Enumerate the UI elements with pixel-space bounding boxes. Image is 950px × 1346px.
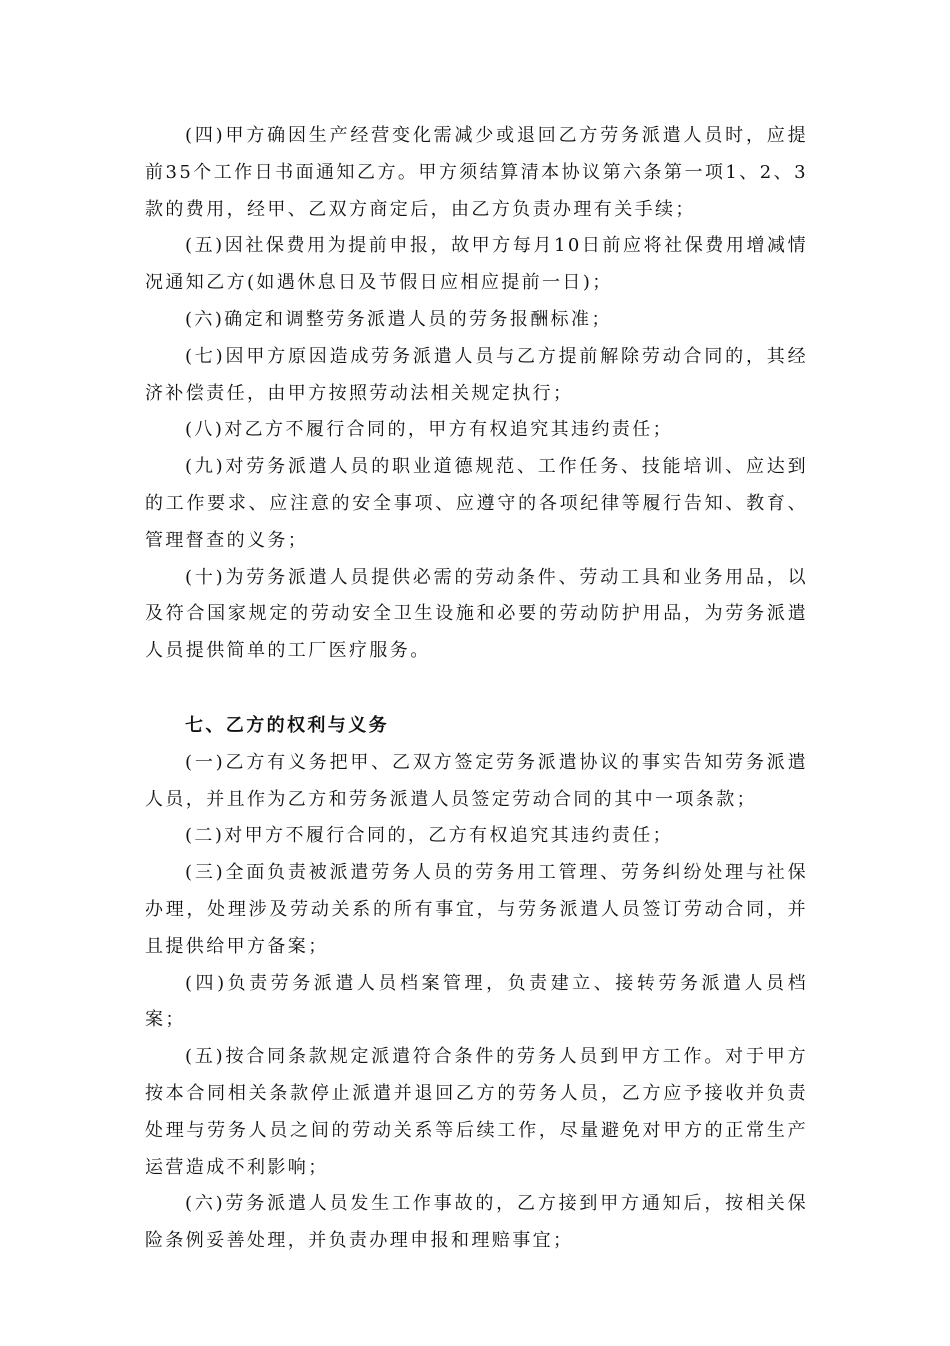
section6-item-9: (九)对劳务派遣人员的职业道德规范、工作任务、技能培训、应达到的工作要求、应注意的安全事项、应遵守的各项纪律等履行告知、教育、管理督查的义务； bbox=[145, 456, 808, 551]
section6-item-4: (四)甲方确因生产经营变化需减少或退回乙方劳务派遣人员时，应提前35个工作日书面通知乙方。甲方须结算清本协议第六条第一项1、2、3款的费用，经甲、乙双方商定后，由乙方负责办理有关手续； bbox=[145, 125, 808, 220]
section7-item-6: (六)劳务派遣人员发生工作事故的，乙方接到甲方通知后，按相关保险条例妥善处理，并负责办理申报和理赔事宜； bbox=[145, 1193, 808, 1252]
section7-item-5: (五)按合同条款规定派遣符合条件的劳务人员到甲方工作。对于甲方按本合同相关条款停止派遣并退回乙方的劳务人员，乙方应予接收并负责处理与劳务人员之间的劳动关系等后续工作，尽量避免对甲方的正常生产运营造成不利影响； bbox=[145, 1046, 808, 1178]
section6-item-8: (八)对乙方不履行合同的，甲方有权追究其违约责任； bbox=[185, 419, 674, 441]
section7-heading: 七、乙方的权利与义务 bbox=[185, 714, 389, 736]
section7-item-4: (四)负责劳务派遣人员档案管理，负责建立、接转劳务派遣人员档案； bbox=[145, 972, 808, 1031]
section6-item-6: (六)确定和调整劳务派遣人员的劳务报酬标准； bbox=[185, 308, 612, 330]
document-body bbox=[145, 118, 808, 1260]
section7-item-3: (三)全面负责被派遣劳务人员的劳务用工管理、劳务纠纷处理与社保办理，处理涉及劳动关系的所有事宜，与劳务派遣人员签订劳动合同，并且提供给甲方备案； bbox=[145, 862, 808, 957]
section6-item-7: (七)因甲方原因造成劳务派遣人员与乙方提前解除劳动合同的，其经济补偿责任，由甲方按照劳动法相关规定执行； bbox=[145, 345, 808, 404]
section7-item-2: (二)对甲方不履行合同的，乙方有权追究其违约责任； bbox=[185, 825, 674, 847]
section-spacer bbox=[145, 670, 808, 708]
section6-item-5: (五)因社保费用为提前申报，故甲方每月10日前应将社保费用增减情况通知乙方(如遇休息日及节假日应相应提前一日)； bbox=[145, 235, 808, 294]
section7-item-1: (一)乙方有义务把甲、乙双方签定劳务派遣协议的事实告知劳务派遣人员，并且作为乙方和劳务派遣人员签定劳动合同的其中一项条款； bbox=[145, 751, 808, 810]
section6-item-10: (十)为劳务派遣人员提供必需的劳动条件、劳动工具和业务用品，以及符合国家规定的劳动安全卫生设施和必要的劳动防护用品，为劳务派遣人员提供简单的工厂医疗服务。 bbox=[145, 566, 808, 662]
